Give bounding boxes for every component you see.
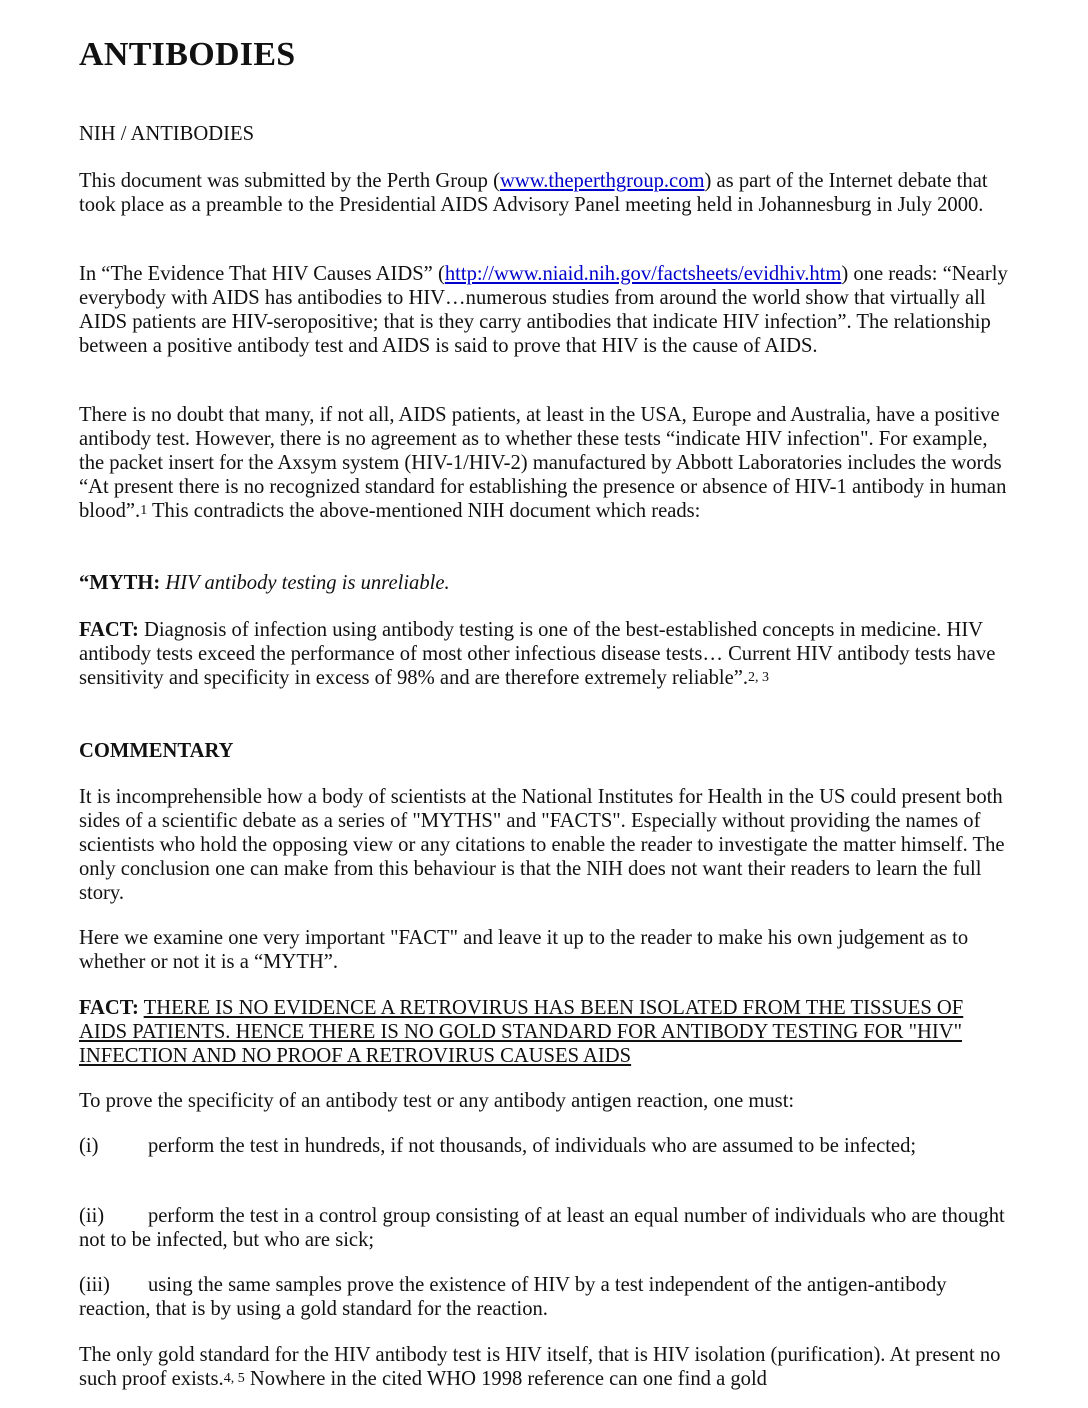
perth-group-link[interactable]: www.theperthgroup.com (499, 170, 705, 192)
paragraph-gold-standard: The only gold standard for the HIV antibody test is HIV itself, that is HIV isolation (purification). At present no such proof exists.$^{4, 5}$ Nowhere in the cited WHO 1998 reference can one find a gold (79, 1344, 1001, 1390)
myth-label: “MYTH: (79, 572, 161, 594)
list-number: (ii) (79, 1205, 105, 1227)
paragraph-commentary: It is incomprehensible how a body of scientists at the National Institutes for Health in the US could present both sides of a scientific debate as a series of "MYTHS" and "FACTS". Especially without providing the names of scientists who hold the opposing view or any citations to enable the reader to investigate the matter himself. The only conclusion one can make from this behaviour is that the NIH does not want their readers to learn the full story. (79, 786, 1005, 904)
footnote-ref: 4, 5 (223, 1371, 245, 1386)
paragraph-intro: This document was submitted by the Perth Group (www.theperthgroup.com) as part of the Internet debate that took place as a preamble to the Presidential AIDS Advisory Panel meeting held in Johannesburg in July 2000. (79, 170, 988, 216)
list-number: (iii) (79, 1274, 110, 1296)
list-item: (i) perform the test in hundreds, if not thousands, of individuals who are assumed to be infected; (79, 1135, 917, 1157)
page-title: ANTIBODIES (79, 36, 296, 73)
paragraph-examine: Here we examine one very important "FACT" and leave it up to the reader to make his own judgement as to whether or not it is a “MYTH”. (79, 927, 969, 973)
fact-text-underlined: THERE IS NO EVIDENCE A RETROVIRUS HAS BEEN ISOLATED FROM THE TISSUES OF AIDS PATIENTS. HENCE THERE IS NO GOLD STANDARD FOR ANTIBODY TESTING FOR "HIV" INFECTION AND NO PROOF A RETROVIRUS CAUSES AIDS (79, 997, 964, 1067)
footnote-ref: 1 (140, 503, 148, 518)
niaid-factsheet-link[interactable]: http://www.niaid.nih.gov/factsheets/evidhiv.htm (444, 263, 842, 285)
fact-statement-perth (79, 996, 1014, 1068)
paragraph-nih-evidence: In “The Evidence That HIV Causes AIDS” (http://www.niaid.nih.gov/factsheets/evidhiv.htm) one reads: “Nearly everybody with AIDS has antibodies to HIV…numerous studies from around the world show that virtually all AIDS patients are HIV-seropositive; that is they carry antibodies that indicate HIV infection”. The relationship between a positive antibody test and AIDS is said to prove that HIV is the cause of AIDS. (79, 263, 1008, 357)
fact-statement-nih: FACT: Diagnosis of infection using antibody testing is one of the best-established concepts in medicine. HIV antibody tests exceed the performance of most other infectious disease tests… Current HIV antibody tests have sensitivity and specificity in excess of 98% and are therefore extremely reliable”.$^{2, 3}$ (79, 619, 996, 689)
myth-statement (79, 571, 1014, 595)
paragraph-specificity: To prove the specificity of an antibody test or any antibody antigen reaction, one must: (79, 1090, 795, 1112)
myth-text: HIV antibody testing is unreliable. (165, 572, 450, 594)
list-number: (i) (79, 1135, 99, 1157)
fact-label: FACT: (79, 997, 139, 1019)
list-item: (iii) using the same samples prove the existence of HIV by a test independent of the antigen-antibody reaction, that is by using a gold standard for the reaction. (79, 1274, 947, 1320)
commentary-heading: COMMENTARY (79, 740, 234, 762)
footnote-ref: 2, 3 (748, 670, 770, 685)
subtitle: NIH / ANTIBODIES (79, 123, 255, 145)
list-item: (ii) perform the test in a control group consisting of at least an equal number of individuals who are thought not to be infected, but who are sick; (79, 1205, 1005, 1251)
paragraph-abbott: There is no doubt that many, if not all, AIDS patients, at least in the USA, Europe and Australia, have a positive antibody test. However, there is no agreement as to whether these tests “indicate HIV infection". For example, the packet insert for the Axsym system (HIV-1/HIV-2) manufactured by Abbott Laboratories includes the words “At present there is no recognized standard for establishing the presence or absence of HIV-1 antibody in human blood”.$^1$ This contradicts the above-mentioned NIH document which reads: (79, 404, 1007, 522)
fact-label: FACT: (79, 619, 139, 641)
